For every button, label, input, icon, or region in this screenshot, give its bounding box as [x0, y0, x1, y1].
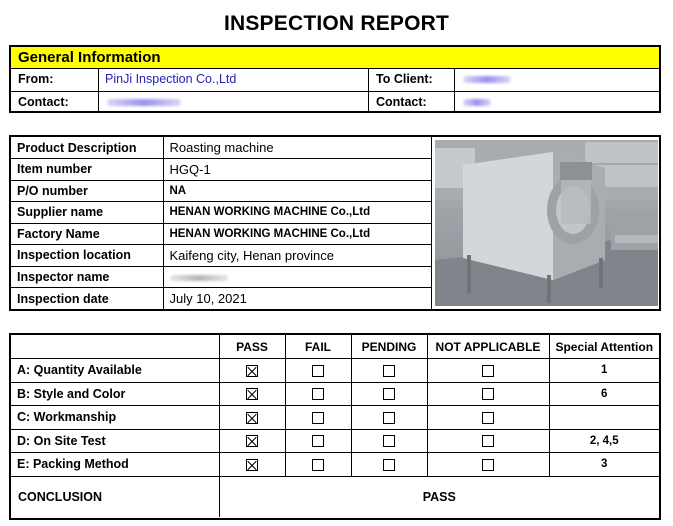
contact-label-right: Contact:: [376, 95, 427, 109]
general-information-heading: General Information: [11, 47, 659, 69]
inspection-item-row: [11, 382, 659, 406]
inspection-item-row: [11, 429, 659, 453]
inspection-results-table: [11, 335, 659, 517]
product-row: [11, 180, 431, 202]
na-checkbox[interactable]: [482, 388, 494, 400]
from-label: From:: [18, 72, 54, 86]
divider: [454, 92, 455, 113]
pending-checkbox[interactable]: [383, 412, 395, 424]
pending-cell: [351, 359, 427, 383]
fail-checkbox[interactable]: [312, 365, 324, 377]
na-cell: [427, 382, 549, 406]
conclusion-label: CONCLUSION: [11, 476, 219, 517]
fail-column-header: FAIL: [285, 335, 351, 359]
fail-cell: [285, 382, 351, 406]
product-row: [11, 288, 431, 310]
fail-cell: [285, 429, 351, 453]
pass-cell: [219, 382, 285, 406]
pass-cell: [219, 453, 285, 477]
inspection-item-row: [11, 453, 659, 477]
inspection-item-name: B: Style and Color: [11, 382, 219, 406]
product-row: [11, 159, 431, 181]
pending-cell: [351, 406, 427, 430]
divider: [454, 69, 455, 91]
special-attention-value: 1: [549, 359, 659, 383]
inspection-item-row: [11, 359, 659, 383]
fail-checkbox[interactable]: [312, 412, 324, 424]
item-number-label: Item number: [11, 159, 163, 181]
na-cell: [427, 359, 549, 383]
fail-checkbox[interactable]: [312, 459, 324, 471]
pending-cell: [351, 382, 427, 406]
special-attention-value: [549, 406, 659, 430]
pending-cell: [351, 453, 427, 477]
from-row: [11, 69, 659, 91]
inspection-date-value: July 10, 2021: [169, 291, 247, 306]
po-number-label: P/O number: [11, 180, 163, 202]
special-attention-column-header: Special Attention: [549, 335, 659, 359]
na-cell: [427, 429, 549, 453]
na-checkbox[interactable]: [482, 365, 494, 377]
na-cell: [427, 453, 549, 477]
pass-checkbox[interactable]: [246, 412, 258, 424]
pending-checkbox[interactable]: [383, 388, 395, 400]
na-checkbox[interactable]: [482, 412, 494, 424]
not-applicable-column-header: NOT APPLICABLE: [427, 335, 549, 359]
divider: [368, 69, 369, 91]
pending-checkbox[interactable]: [383, 459, 395, 471]
table-header-row: [11, 335, 659, 359]
pass-cell: [219, 359, 285, 383]
product-details-table: [11, 137, 431, 309]
po-number-value: NA: [163, 180, 431, 202]
pending-checkbox[interactable]: [383, 365, 395, 377]
item-number-value: HGQ-1: [163, 159, 431, 181]
na-checkbox[interactable]: [482, 435, 494, 447]
product-row: [11, 202, 431, 224]
fail-checkbox[interactable]: [312, 388, 324, 400]
product-row: [11, 266, 431, 288]
pass-checkbox[interactable]: [246, 435, 258, 447]
pass-checkbox[interactable]: [246, 459, 258, 471]
redacted-client-name: [463, 76, 511, 83]
conclusion-value: PASS: [219, 476, 659, 517]
pending-cell: [351, 429, 427, 453]
divider: [98, 92, 99, 113]
fail-cell: [285, 453, 351, 477]
contact-label-left: Contact:: [18, 95, 69, 109]
product-description-label: Product Description: [11, 137, 163, 159]
product-description-value: Roasting machine: [163, 137, 431, 159]
product-row: [11, 137, 431, 159]
redacted-contact-left: [107, 99, 181, 106]
redacted-contact-right: [463, 99, 491, 106]
inspection-item-name: C: Workmanship: [11, 406, 219, 430]
inspection-item-row: [11, 406, 659, 430]
divider: [431, 137, 432, 309]
divider: [368, 92, 369, 113]
inspection-item-name: E: Packing Method: [11, 453, 219, 477]
inspector-name-value: [163, 266, 431, 288]
general-information-section: [9, 45, 661, 113]
empty-header-cell: [11, 335, 219, 359]
na-checkbox[interactable]: [482, 459, 494, 471]
pass-checkbox[interactable]: [246, 388, 258, 400]
pass-checkbox[interactable]: [246, 365, 258, 377]
redacted-inspector-name: [170, 275, 228, 281]
divider: [98, 69, 99, 91]
fail-cell: [285, 406, 351, 430]
inspection-item-name: A: Quantity Available: [11, 359, 219, 383]
pending-checkbox[interactable]: [383, 435, 395, 447]
pass-cell: [219, 406, 285, 430]
roasting-machine-image: [435, 140, 658, 306]
product-row: [11, 223, 431, 245]
fail-cell: [285, 359, 351, 383]
pass-column-header: PASS: [219, 335, 285, 359]
product-row: [11, 245, 431, 267]
factory-name-label: Factory Name: [11, 223, 163, 245]
fail-checkbox[interactable]: [312, 435, 324, 447]
inspection-item-name: D: On Site Test: [11, 429, 219, 453]
conclusion-row: [11, 476, 659, 517]
supplier-name-value: HENAN WORKING MACHINE Co.,Ltd: [163, 202, 431, 224]
special-attention-value: 6: [549, 382, 659, 406]
report-title: INSPECTION REPORT: [223, 12, 450, 35]
contact-row: [11, 91, 659, 113]
factory-name-value: HENAN WORKING MACHINE Co.,Ltd: [163, 223, 431, 245]
product-section: [9, 135, 661, 311]
inspection-date-label: Inspection date: [11, 288, 163, 310]
inspector-name-label: Inspector name: [11, 266, 163, 288]
special-attention-value: 3: [549, 453, 659, 477]
inspection-location-label: Inspection location: [11, 245, 163, 267]
supplier-name-label: Supplier name: [11, 202, 163, 224]
special-attention-value: 2, 4,5: [549, 429, 659, 453]
inspection-results-section: [9, 333, 661, 520]
pass-cell: [219, 429, 285, 453]
na-cell: [427, 406, 549, 430]
product-photo: [435, 140, 658, 306]
from-value: PinJi Inspection Co.,Ltd: [105, 72, 237, 86]
pending-column-header: PENDING: [351, 335, 427, 359]
to-client-label: To Client:: [376, 72, 433, 86]
inspection-location-value: Kaifeng city, Henan province: [163, 245, 431, 267]
